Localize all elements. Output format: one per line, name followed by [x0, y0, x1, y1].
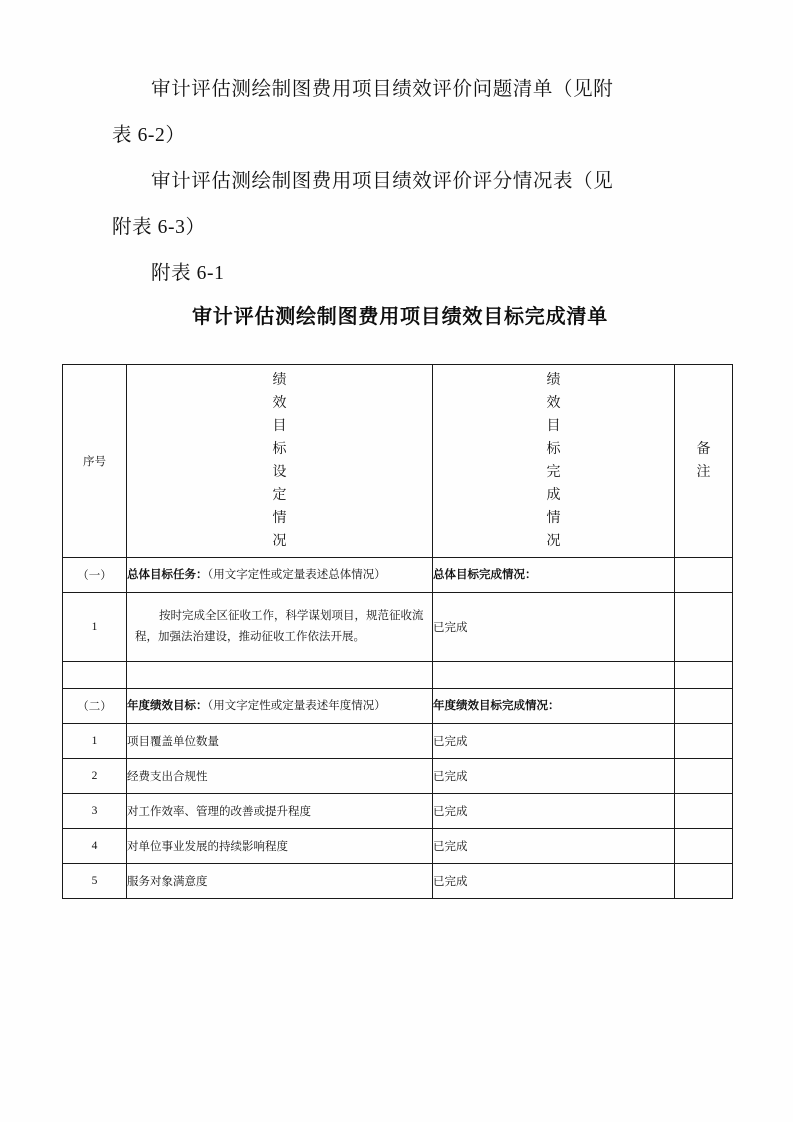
row-no: 5	[63, 864, 127, 899]
header-char: 注	[696, 465, 711, 480]
section-setting-label	[127, 689, 433, 724]
row-done-text: 已完成	[433, 864, 675, 899]
row-setting-text: 对单位事业发展的持续影响程度	[127, 829, 433, 864]
intro-line-1: 审计评估测绘制图费用项目绩效评价问题清单（见附	[151, 79, 614, 100]
header-char: 况	[546, 534, 561, 549]
section-remark	[675, 558, 733, 593]
row-no: 3	[63, 794, 127, 829]
table-header-row	[63, 365, 733, 558]
header-char: 情	[272, 511, 287, 526]
header-char: 绩	[272, 373, 287, 388]
row-done-text: 已完成	[433, 593, 675, 662]
header-cell-no: 序号	[63, 365, 127, 558]
header-char: 情	[546, 511, 561, 526]
intro-line-2: 表 6-2）	[112, 125, 186, 146]
row-remark	[675, 759, 733, 794]
header-char: 标	[272, 442, 287, 457]
header-char: 定	[272, 488, 287, 503]
table-row	[63, 829, 733, 864]
row-no: 4	[63, 829, 127, 864]
intro-line-3: 审计评估测绘制图费用项目绩效评价评分情况表（见	[151, 171, 614, 192]
section-setting-label-rest: （用文字定性或定量表述年度情况）	[207, 699, 386, 712]
table-row	[63, 864, 733, 899]
row-no: 1	[63, 724, 127, 759]
row-remark	[675, 794, 733, 829]
section-setting-label-bold: 年度绩效目标：	[127, 699, 208, 712]
row-remark	[675, 662, 733, 689]
header-char: 效	[272, 396, 287, 411]
row-remark	[675, 724, 733, 759]
row-no	[63, 662, 127, 689]
header-char: 目	[272, 419, 287, 434]
table-row	[63, 759, 733, 794]
row-setting-text: 按时完成全区征收工作，科学谋划项目，规范征收流程，加强法治建设，推动征收工作依法开展。	[127, 593, 433, 662]
header-char: 绩	[546, 373, 561, 388]
header-char: 成	[546, 488, 561, 503]
header-cell-remark	[675, 365, 733, 558]
header-char: 效	[546, 396, 561, 411]
appendix-label: 附表 6-1	[151, 263, 225, 284]
intro-paragraphs	[112, 68, 688, 296]
section-done-label: 年度绩效目标完成情况：	[433, 689, 675, 724]
performance-target-table	[62, 364, 732, 899]
section-marker: （二）	[63, 689, 127, 724]
header-char: 标	[546, 442, 561, 457]
header-char: 完	[546, 465, 561, 480]
table-row	[63, 689, 733, 724]
table-row	[63, 724, 733, 759]
row-setting-text: 项目覆盖单位数量	[127, 724, 433, 759]
row-done-text: 已完成	[433, 794, 675, 829]
section-remark	[675, 689, 733, 724]
header-char: 备	[696, 442, 711, 457]
table-row	[63, 558, 733, 593]
section-setting-label-bold: 总体目标任务：	[127, 568, 208, 581]
row-remark	[675, 829, 733, 864]
row-no: 1	[63, 593, 127, 662]
table-row	[63, 794, 733, 829]
row-remark	[675, 593, 733, 662]
header-char: 况	[272, 534, 287, 549]
row-remark	[675, 864, 733, 899]
table-row	[63, 593, 733, 662]
row-setting-text: 经费支出合规性	[127, 759, 433, 794]
header-cell-target-done	[433, 365, 675, 558]
row-done-text	[433, 662, 675, 689]
page-title: 审计评估测绘制图费用项目绩效目标完成清单	[192, 306, 608, 328]
table-row	[63, 662, 733, 689]
row-done-text: 已完成	[433, 829, 675, 864]
row-setting-text: 服务对象满意度	[127, 864, 433, 899]
section-marker: （一）	[63, 558, 127, 593]
row-done-text: 已完成	[433, 759, 675, 794]
intro-line-4: 附表 6-3）	[112, 217, 206, 238]
row-no: 2	[63, 759, 127, 794]
header-char: 设	[272, 465, 287, 480]
section-done-label: 总体目标完成情况：	[433, 558, 675, 593]
row-setting-text	[127, 662, 433, 689]
section-setting-label-rest: （用文字定性或定量表述总体情况）	[207, 568, 386, 581]
header-char: 目	[546, 419, 561, 434]
row-done-text: 已完成	[433, 724, 675, 759]
section-setting-label	[127, 558, 433, 593]
row-setting-text: 对工作效率、管理的改善或提升程度	[127, 794, 433, 829]
header-cell-target-setting	[127, 365, 433, 558]
